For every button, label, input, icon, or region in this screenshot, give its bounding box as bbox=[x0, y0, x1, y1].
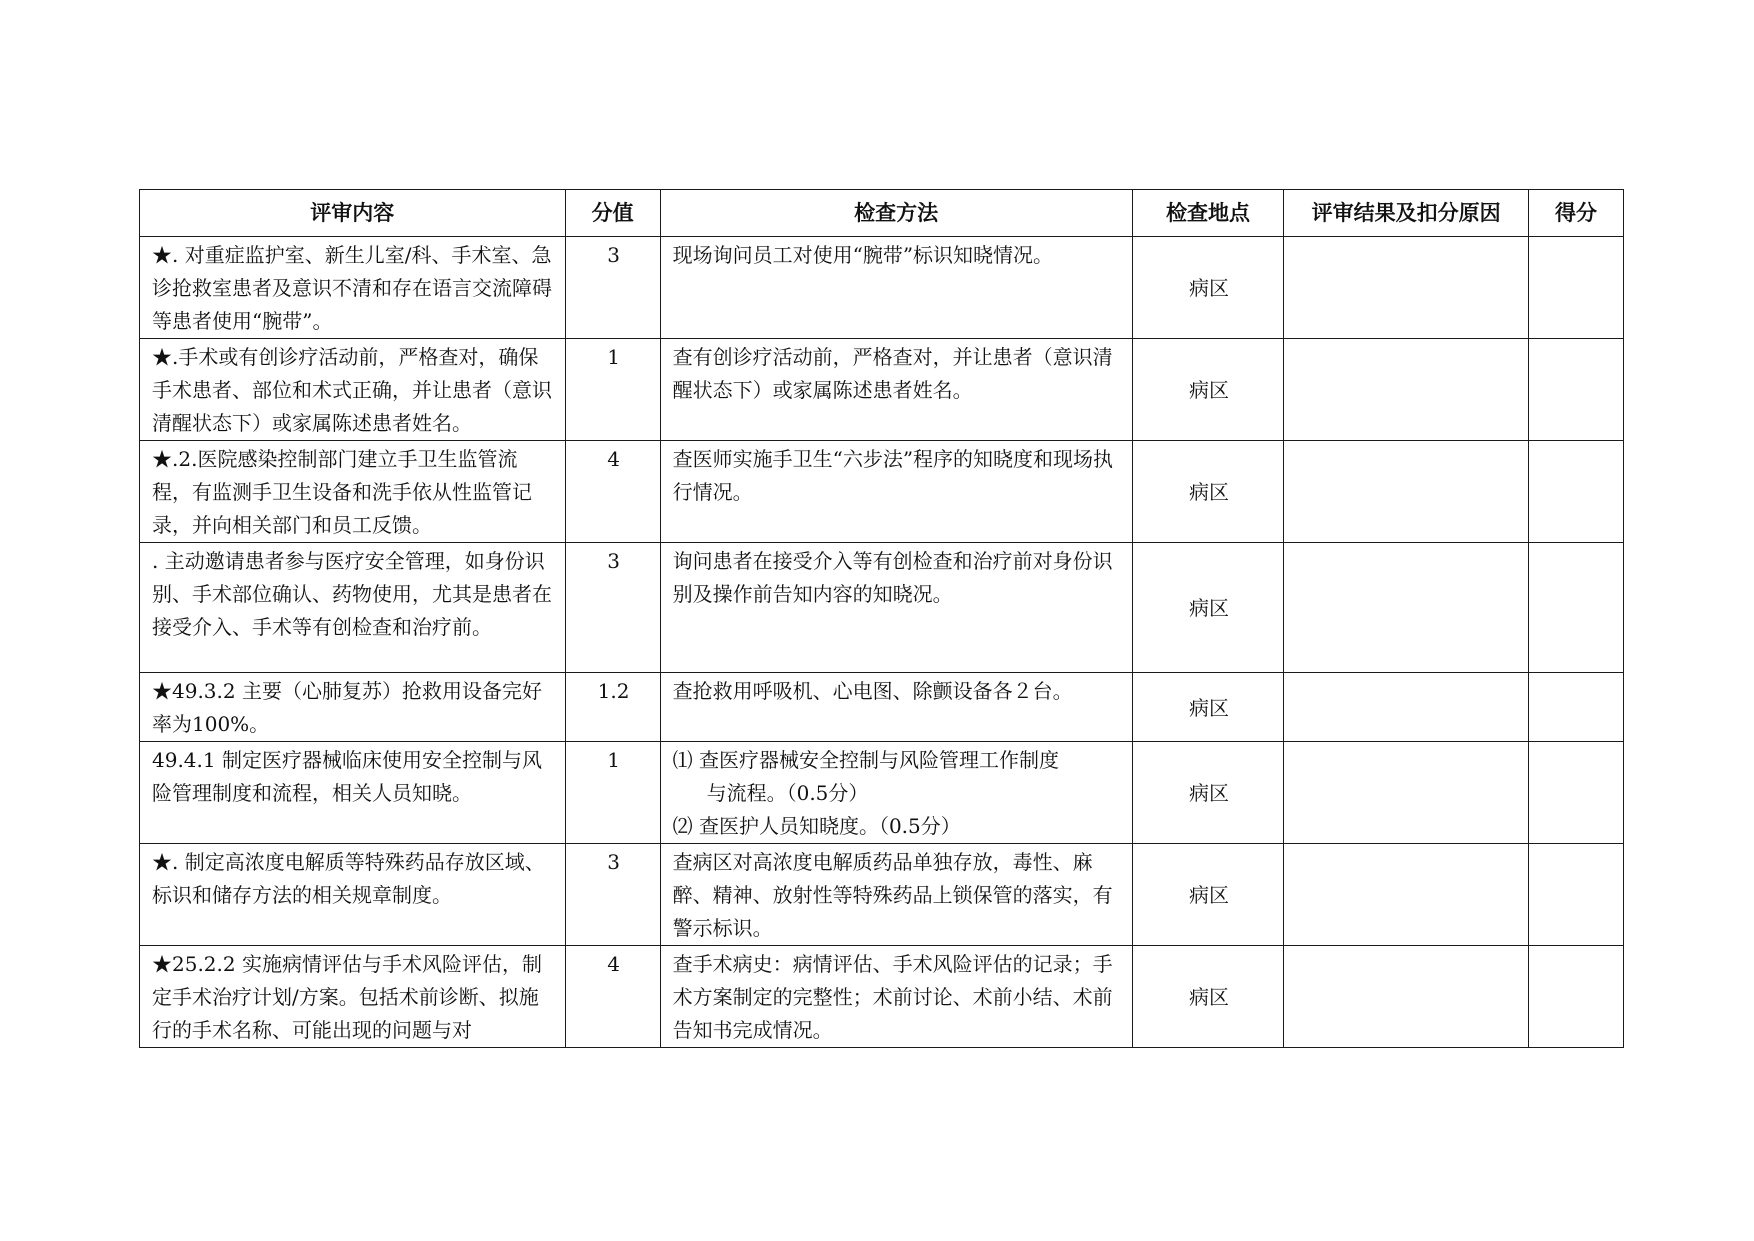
score-cell: 3 bbox=[565, 237, 660, 339]
review-result-cell[interactable] bbox=[1284, 844, 1529, 946]
review-result-cell[interactable] bbox=[1284, 742, 1529, 844]
header-check-location: 检查地点 bbox=[1132, 190, 1284, 237]
header-points: 得分 bbox=[1528, 190, 1623, 237]
table-body bbox=[140, 237, 1624, 1048]
table-row bbox=[140, 844, 1624, 946]
check-location-cell: 病区 bbox=[1132, 339, 1284, 441]
points-cell[interactable] bbox=[1528, 946, 1623, 1048]
score-cell: 1.2 bbox=[565, 673, 660, 742]
score-cell: 3 bbox=[565, 543, 660, 673]
review-content-cell bbox=[140, 844, 566, 946]
check-method-text: 查有创诊疗活动前，严格查对，并让患者（意识清醒状态下）或家属陈述患者姓名。 bbox=[672, 345, 1113, 402]
review-content-text: . 主动邀请患者参与医疗安全管理，如身份识别、手术部位确认、药物使用，尤其是患者在接受介入、手术等有创检查和治疗前。 bbox=[152, 549, 552, 639]
table-row bbox=[140, 339, 1624, 441]
score-cell: 1 bbox=[565, 742, 660, 844]
check-method-cell bbox=[660, 339, 1132, 441]
check-method-text: 查医师实施手卫生“六步法”程序的知晓度和现场执行情况。 bbox=[672, 447, 1114, 504]
review-content-cell bbox=[140, 237, 566, 339]
header-review-content: 评审内容 bbox=[140, 190, 566, 237]
check-method-cell bbox=[660, 441, 1132, 543]
score-cell: 4 bbox=[565, 441, 660, 543]
review-content-cell bbox=[140, 441, 566, 543]
check-method-cell bbox=[660, 543, 1132, 673]
review-content-cell bbox=[140, 742, 566, 844]
check-method-cell bbox=[660, 673, 1132, 742]
score-cell: 1 bbox=[565, 339, 660, 441]
points-cell[interactable] bbox=[1528, 237, 1623, 339]
review-result-cell[interactable] bbox=[1284, 339, 1529, 441]
points-cell[interactable] bbox=[1528, 742, 1623, 844]
check-method-text: 查抢救用呼吸机、心电图、除颤设备各２台。 bbox=[672, 679, 1073, 703]
table-row bbox=[140, 946, 1624, 1048]
check-method-text: ⑴ 查医疗器械安全控制与风险管理工作制度 bbox=[672, 748, 1059, 772]
score-cell: 4 bbox=[565, 946, 660, 1048]
score-cell: 3 bbox=[565, 844, 660, 946]
check-method-text: ⑵ 查医护人员知晓度。（0.5分） bbox=[672, 814, 961, 838]
check-method-cell bbox=[660, 742, 1132, 844]
table-row bbox=[140, 441, 1624, 543]
review-result-cell[interactable] bbox=[1284, 441, 1529, 543]
review-content-cell bbox=[140, 673, 566, 742]
table-row bbox=[140, 673, 1624, 742]
review-table bbox=[139, 189, 1624, 1048]
header-row bbox=[140, 190, 1624, 237]
header-check-method: 检查方法 bbox=[660, 190, 1132, 237]
points-cell[interactable] bbox=[1528, 339, 1623, 441]
review-content-text: ★49.3.2 主要（心肺复苏）抢救用设备完好率为100%。 bbox=[152, 679, 542, 736]
review-result-cell[interactable] bbox=[1284, 543, 1529, 673]
check-location-cell: 病区 bbox=[1132, 742, 1284, 844]
table-row bbox=[140, 237, 1624, 339]
points-cell[interactable] bbox=[1528, 673, 1623, 742]
points-cell[interactable] bbox=[1528, 844, 1623, 946]
check-location-cell: 病区 bbox=[1132, 543, 1284, 673]
review-content-text: 49.4.1 制定医疗器械临床使用安全控制与风险管理制度和流程，相关人员知晓。 bbox=[152, 748, 542, 805]
review-content-text: ★. 制定高浓度电解质等特殊药品存放区域、标识和储存方法的相关规章制度。 bbox=[152, 850, 545, 907]
check-location-cell: 病区 bbox=[1132, 844, 1284, 946]
check-location-cell: 病区 bbox=[1132, 673, 1284, 742]
header-score: 分值 bbox=[565, 190, 660, 237]
check-method-text: 与流程。（0.5分） bbox=[706, 781, 869, 805]
check-method-cell bbox=[660, 844, 1132, 946]
check-location-cell: 病区 bbox=[1132, 441, 1284, 543]
check-method-text: 现场询问员工对使用“腕带”标识知晓情况。 bbox=[672, 243, 1054, 267]
review-result-cell[interactable] bbox=[1284, 237, 1529, 339]
check-method-text: 询问患者在接受介入等有创检查和治疗前对身份识别及操作前告知内容的知晓况。 bbox=[672, 549, 1113, 606]
review-content-text: ★.2.医院感染控制部门建立手卫生监管流程，有监测手卫生设备和洗手依从性监管记录，并向相关部门和员工反馈。 bbox=[152, 447, 532, 537]
check-method-cell bbox=[660, 946, 1132, 1048]
check-method-text: 查手术病史：病情评估、手术风险评估的记录；手术方案制定的完整性；术前讨论、术前小结、术前告知书完成情况。 bbox=[672, 952, 1113, 1042]
points-cell[interactable] bbox=[1528, 441, 1623, 543]
review-content-text: ★25.2.2 实施病情评估与手术风险评估，制定手术治疗计划/方案。包括术前诊断、拟施行的手术名称、可能出现的问题与对 bbox=[152, 952, 542, 1042]
review-content-cell bbox=[140, 543, 566, 673]
points-cell[interactable] bbox=[1528, 543, 1623, 673]
check-method-cell bbox=[660, 237, 1132, 339]
review-content-text: ★. 对重症监护室、新生儿室/科、手术室、急诊抢救室患者及意识不清和存在语言交流障碍等患者使用“腕带”。 bbox=[152, 243, 552, 333]
table-row bbox=[140, 543, 1624, 673]
review-content-text: ★.手术或有创诊疗活动前，严格查对，确保手术患者、部位和术式正确，并让患者（意识清醒状态下）或家属陈述患者姓名。 bbox=[152, 345, 552, 435]
review-content-cell bbox=[140, 339, 566, 441]
table-row bbox=[140, 742, 1624, 844]
review-result-cell[interactable] bbox=[1284, 946, 1529, 1048]
check-location-cell: 病区 bbox=[1132, 237, 1284, 339]
header-review-result: 评审结果及扣分原因 bbox=[1284, 190, 1529, 237]
review-content-cell bbox=[140, 946, 566, 1048]
check-method-text: 查病区对高浓度电解质药品单独存放，毒性、麻醉、精神、放射性等特殊药品上锁保管的落实，有警示标识。 bbox=[672, 850, 1113, 940]
check-location-cell: 病区 bbox=[1132, 946, 1284, 1048]
review-result-cell[interactable] bbox=[1284, 673, 1529, 742]
